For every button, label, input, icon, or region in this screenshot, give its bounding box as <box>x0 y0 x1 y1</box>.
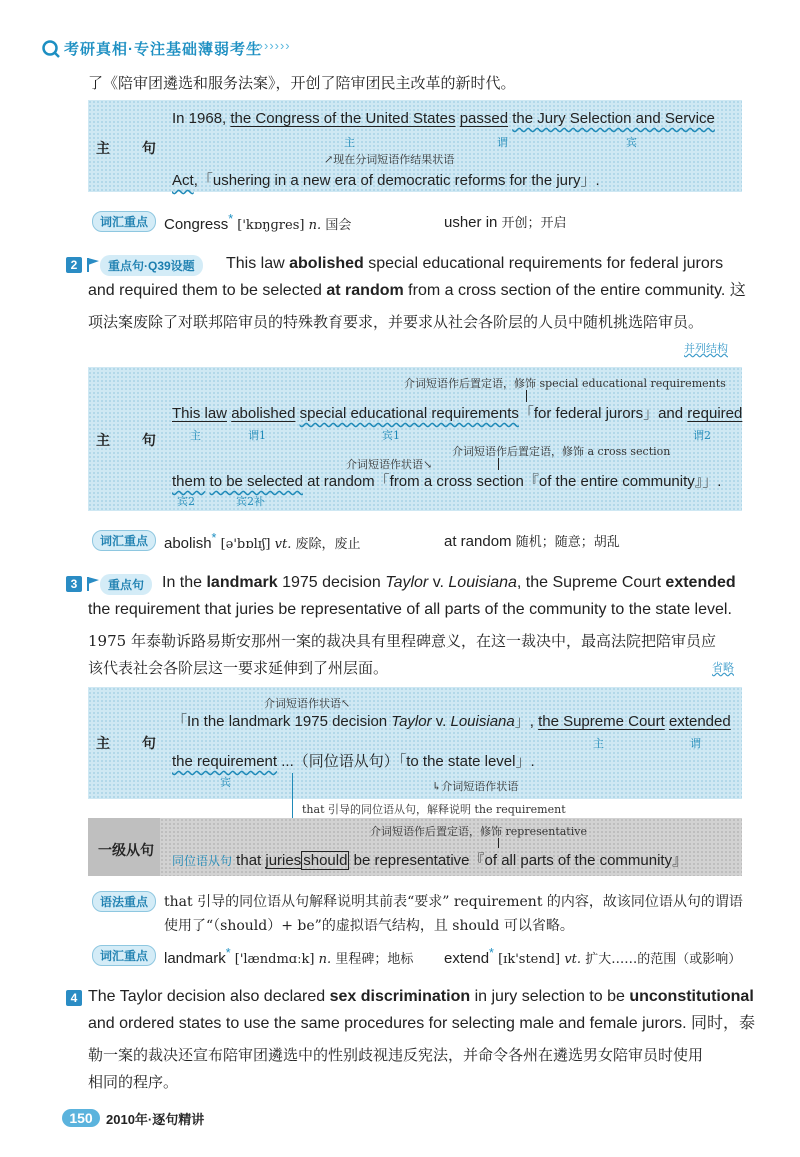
box2-arrow-1 <box>526 390 527 402</box>
grammar-line-1: that 引导的同位语从句解释说明其前表“要求” requirement 的内容，故该同位语从句的谓语 <box>164 894 743 910</box>
vocab-tag-1: 词汇重点 <box>92 211 156 232</box>
header-title: 考研真相·专注基础薄弱考生 <box>64 41 262 58</box>
s3-ellipsis-tag: 省略 <box>712 661 734 674</box>
row-label-main-2: 主 句 <box>96 432 170 448</box>
s3-translation-1: 1975 年泰勒诉路易斯安那州一案的裁决具有里程碑意义，在这一裁决中，最高法院把陪审员应 <box>88 632 716 650</box>
role-subject: 主 <box>344 136 355 149</box>
s4-translation-1: 勒一案的裁决还宣布陪审团遴选中的性别歧视违反宪法，并命令各州在遴选男女陪审员时使用 <box>88 1046 704 1064</box>
intro-translation: 了《陪审团遴选和服务法案》，开创了陪审团民主改革的新时代。 <box>88 74 516 92</box>
box3-line1: 「In the landmark 1975 decision Taylor v. Louisiana」, the Supreme Court extended <box>172 713 731 730</box>
row-label-subclause: 一级从句 <box>98 842 154 858</box>
row-label-main-3: 主 句 <box>96 735 170 751</box>
box2-note-mid2: 介词短语作状语↘ <box>346 458 433 471</box>
vocab-tag-3: 词汇重点 <box>92 945 156 966</box>
role-o3: 宾 <box>220 776 231 789</box>
s3-line2: the requirement that juries be representative of all parts of the community to the state level. <box>88 601 732 618</box>
box3-line2: the requirement ...（同位语从句）「to the state level」. <box>172 753 535 770</box>
footer-title: 2010年·逐句精讲 <box>106 1112 205 1127</box>
row-label-main-1: 主 句 <box>96 140 170 156</box>
sentence-number-2: 2 <box>66 257 82 273</box>
vocab-tag-2: 词汇重点 <box>92 530 156 551</box>
role-v1: 谓1 <box>248 429 266 442</box>
vocab2-word2: at random 随机；随意；胡乱 <box>444 533 620 550</box>
role-v3: 谓 <box>690 737 701 750</box>
s3-translation-2: 该代表社会各阶层这一要求延伸到了州层面。 <box>88 659 389 677</box>
grammar-tag: 语法重点 <box>92 891 156 912</box>
role-s: 主 <box>190 429 201 442</box>
box2-line2: them to be selected at random「from a cross section『of the entire community』」. <box>172 473 722 490</box>
header-arrows: ›››››››› <box>248 38 291 53</box>
s4-translation-2: 相同的程序。 <box>88 1073 179 1091</box>
vocab3-word2: extend* [ɪk'stend] vt. 扩大……的范围（或影响） <box>444 946 742 967</box>
box3-note-bottom: ↳介词短语作状语 <box>432 780 519 793</box>
vocab2-word1: abolish* [ə'bɒlɪʃ] vt. 废除，废止 <box>164 531 361 552</box>
role-o2: 宾2 <box>177 495 195 508</box>
box4-note-top: 介词短语作后置定语，修饰 representative <box>370 825 587 838</box>
vocab1-word1: Congress* ['kɒŋɡres] n. 国会 <box>164 212 352 233</box>
box2-arrow-2 <box>498 458 499 470</box>
vocab3-word1: landmark* ['lændmɑːk] n. 里程碑；地标 <box>164 946 414 967</box>
box4-arrow <box>498 838 499 848</box>
role-verb: 谓 <box>497 136 508 149</box>
sentence-number-4: 4 <box>66 990 82 1006</box>
key-sentence-tag-3: 重点句 <box>100 574 152 595</box>
box2-note-top: 介词短语作后置定语，修饰 special educational requirements <box>404 377 726 390</box>
role-object: 宾 <box>626 136 637 149</box>
role-s3: 主 <box>593 737 604 750</box>
s2-line1: This law abolished special educational requirements for federal jurors <box>226 255 724 272</box>
box1-note: ↗现在分词短语作结果状语 <box>324 153 455 166</box>
flag-icon <box>86 576 100 592</box>
s2-translation: 项法案废除了对联邦陪审员的特殊教育要求，并要求从社会各阶层的人员中随机挑选陪审员。 <box>88 313 704 331</box>
flag-icon <box>86 257 100 273</box>
clause-connector <box>292 773 293 819</box>
page-number: 150 <box>62 1109 100 1127</box>
s3-line1: In the landmark 1975 decision Taylor v. Louisiana, the Supreme Court extended <box>162 574 736 591</box>
vocab1-word2: usher in 开创；开启 <box>444 214 567 231</box>
box2-note-mid1: 介词短语作后置定语，修饰 a cross section <box>452 445 671 458</box>
role-v2: 谓2 <box>693 429 711 442</box>
sentence-number-3: 3 <box>66 576 82 592</box>
s4-line2: and ordered states to use the same procedures for selecting male and female jurors. 同时，泰 <box>88 1015 755 1032</box>
box4-line: 同位语从句 that juries should be representative『of all parts of the community』 <box>172 852 688 869</box>
s4-line1: The Taylor decision also declared sex discrimination in jury selection to be unconstitutional <box>88 988 754 1005</box>
key-sentence-tag-2: 重点句·Q39设题 <box>100 255 203 276</box>
appositive-note: that 引导的同位语从句，解释说明 the requirement <box>302 803 566 816</box>
box3-note-top: 介词短语作状语↖ <box>264 697 351 710</box>
box2-line1: This law abolished special educational requirements「for federal jurors」and required <box>172 405 743 422</box>
search-logo-icon <box>42 40 60 58</box>
grammar-line-2: 使用了“（should）+ be”的虚拟语气结构，且 should 可以省略。 <box>164 918 574 934</box>
box1-line2: Act,「ushering in a new era of democratic reforms for the jury」. <box>172 172 600 189</box>
role-o1: 宾1 <box>382 429 400 442</box>
s2-structure-tag: 并列结构 <box>684 342 728 355</box>
analysis-box-3 <box>88 687 742 799</box>
role-c2: 宾2补 <box>236 495 265 508</box>
s2-line2: and required them to be selected at random from a cross section of the entire community. 这 <box>88 282 746 299</box>
box1-line1: In 1968, the Congress of the United States passed the Jury Selection and Service <box>172 110 715 127</box>
